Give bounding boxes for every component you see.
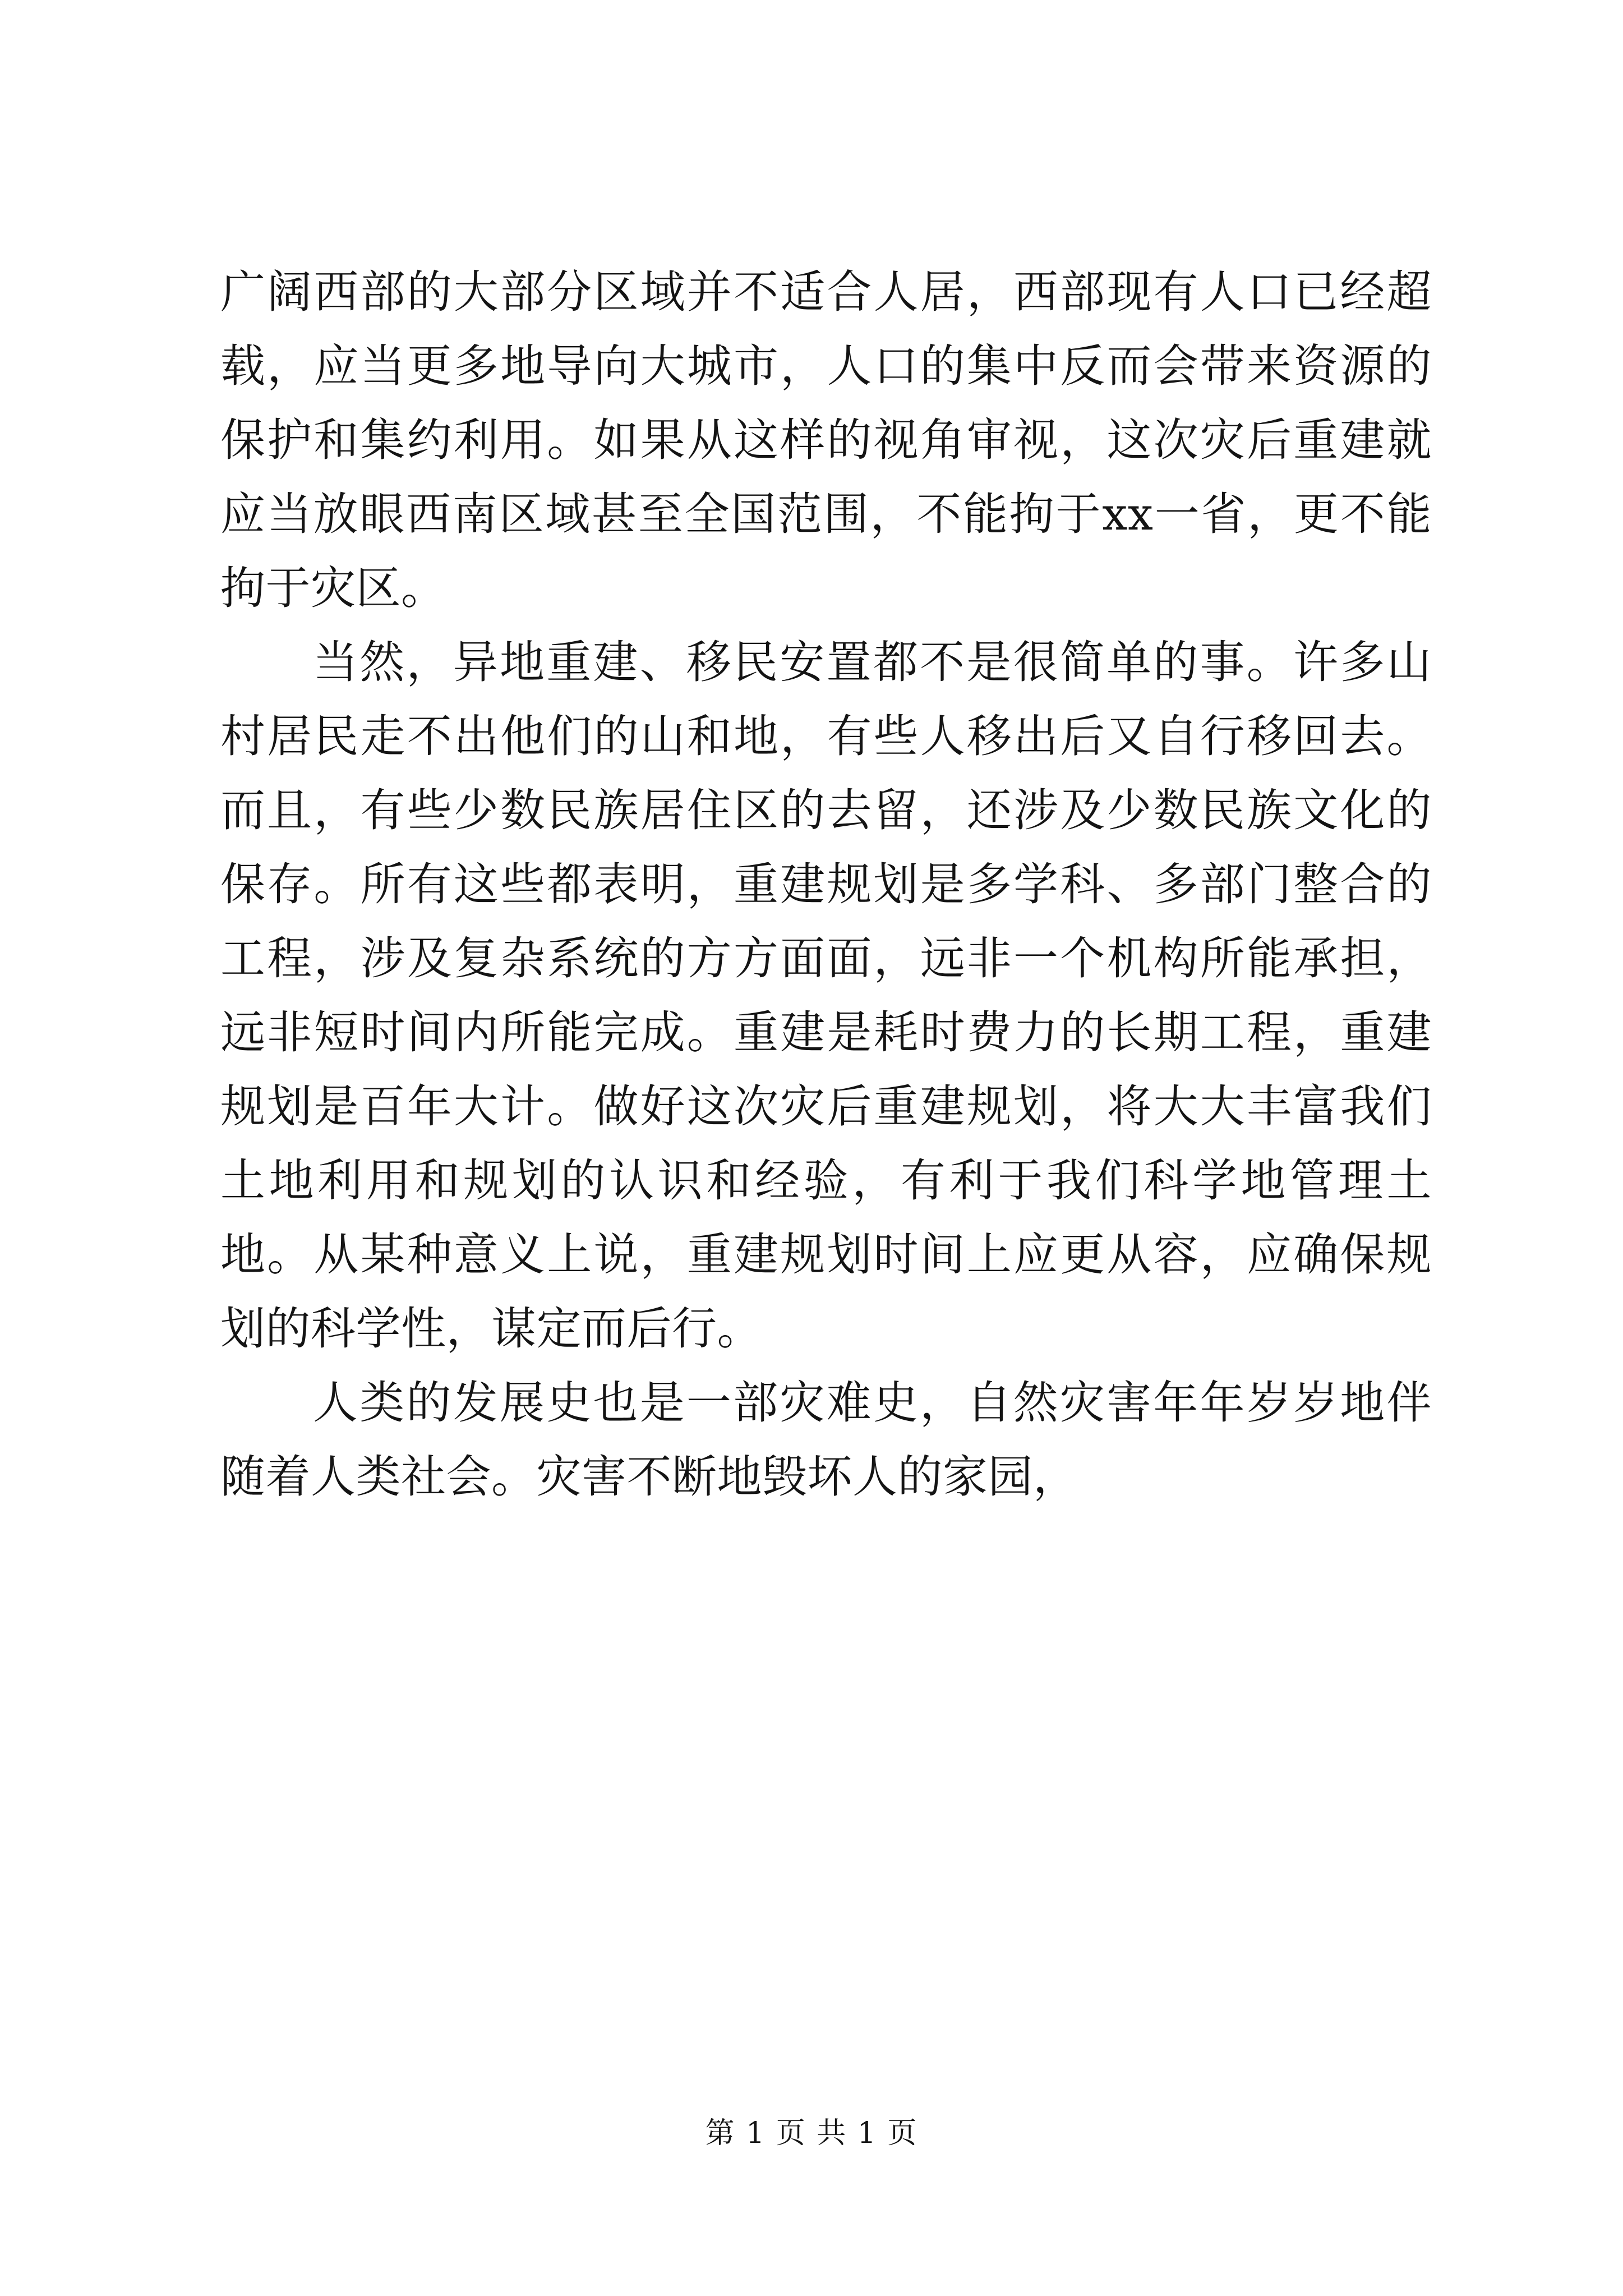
page-number-footer: 第 1 页 共 1 页 bbox=[705, 2116, 918, 2150]
document-body bbox=[220, 255, 1432, 1514]
paragraph-disaster-history: 人类的发展史也是一部灾难史，自然灾害年年岁岁地伴随着人类社会。灾害不断地毁坏人的家园， bbox=[220, 1377, 1432, 1503]
paragraph-reconstruction-planning: 当然，异地重建、移民安置都不是很简单的事。许多山村居民走不出他们的山和地，有些人移出后又自行移回去。而且，有些少数民族居住区的去留，还涉及少数民族文化的保存。所有这些都表明，重建规划是多学科、多部门整合的工程，涉及复杂系统的方方面面，远非一个机构所能承担，远非短时间内所能完成。重建是耗时费力的长期工程，重建规划是百年大计。做好这次灾后重建规划，将大大丰富我们土地利用和规划的认识和经验，有利于我们科学地管理土地。从某种意义上说，重建规划时间上应更从容，应确保规划的科学性，谋定而后行。 bbox=[220, 636, 1432, 1355]
paragraph-continued: 广阔西部的大部分区域并不适合人居，西部现有人口已经超载，应当更多地导向大城市，人口的集中反而会带来资源的保护和集约利用。如果从这样的视角审视，这次灾后重建就应当放眼西南区域甚至全国范围，不能拘于xx一省，更不能拘于灾区。 bbox=[220, 266, 1432, 614]
